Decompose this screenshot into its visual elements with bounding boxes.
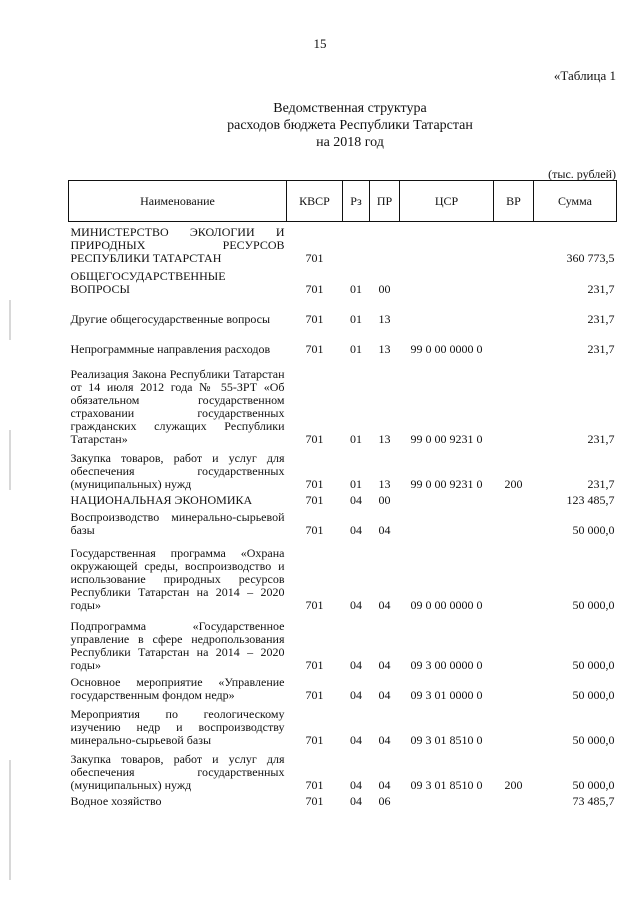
- budget-table: [68, 180, 617, 809]
- cell-rz: 01: [350, 341, 362, 356]
- cell-vr: [494, 508, 534, 538]
- cell-name: Реализация Закона Республики Татарстан от 14 июля 2012 года № 55-ЗРТ «Об обязательном государственном страховании государственных гражданских служащих Республики Татарстан»: [70, 366, 285, 446]
- cell-pr: 06: [378, 793, 391, 808]
- table-row: [69, 447, 617, 492]
- table-row: [69, 538, 617, 613]
- page-number: 15: [313, 36, 327, 51]
- cell-kvsr: 701: [305, 522, 324, 537]
- cell-sum: 50 000,0: [572, 732, 615, 747]
- cell-csr: [400, 297, 494, 327]
- table-row: [69, 748, 617, 793]
- table-body: [69, 222, 617, 809]
- cell-name: НАЦИОНАЛЬНАЯ ЭКОНОМИКА: [70, 492, 253, 507]
- cell-csr: 09 3 00 0000 0: [410, 657, 483, 672]
- cell-vr: [494, 297, 534, 327]
- cell-vr: [494, 703, 534, 748]
- cell-sum: 50 000,0: [572, 522, 615, 537]
- table-row: [69, 492, 617, 508]
- cell-sum: 231,7: [587, 281, 615, 296]
- table-row: [69, 613, 617, 673]
- header-name: Наименование: [69, 181, 287, 222]
- cell-rz: 04: [350, 657, 362, 672]
- cell-pr: 13: [378, 341, 391, 356]
- scan-margin-mark: [9, 430, 11, 490]
- cell-sum: 50 000,0: [572, 657, 615, 672]
- table-row: [69, 327, 617, 357]
- cell-csr: 99 0 00 0000 0: [410, 341, 483, 356]
- cell-kvsr: 701: [305, 657, 324, 672]
- header-kvsr: КВСР: [287, 181, 343, 222]
- header-sum: Сумма: [534, 181, 617, 222]
- cell-vr: 200: [504, 476, 523, 491]
- title-line: Ведомственная структура: [273, 101, 427, 116]
- cell-sum: 50 000,0: [572, 597, 615, 612]
- scan-margin-mark: [9, 760, 11, 880]
- cell-pr: 04: [378, 777, 391, 792]
- cell-name: Основное мероприятие «Управление государственным фондом недр»: [70, 674, 285, 702]
- table-row: [69, 793, 617, 809]
- cell-sum: 231,7: [587, 341, 615, 356]
- cell-sum: 360 773,5: [566, 250, 615, 265]
- cell-csr: [400, 793, 494, 809]
- cell-csr: 09 0 00 0000 0: [410, 597, 483, 612]
- cell-sum: 50 000,0: [572, 687, 615, 702]
- cell-pr: 04: [378, 687, 391, 702]
- cell-pr: 04: [378, 657, 391, 672]
- cell-csr: [400, 508, 494, 538]
- table-row: [69, 266, 617, 297]
- cell-csr: [400, 492, 494, 508]
- table-row: [69, 297, 617, 327]
- cell-sum: 231,7: [587, 476, 615, 491]
- cell-vr: [494, 327, 534, 357]
- cell-name: ОБЩЕГОСУДАРСТВЕННЫЕ ВОПРОСЫ: [70, 268, 226, 296]
- table-row: [69, 222, 617, 266]
- cell-pr: [370, 222, 400, 266]
- cell-rz: [343, 222, 370, 266]
- cell-vr: [494, 673, 534, 703]
- cell-vr: [494, 357, 534, 447]
- table-row: [69, 508, 617, 538]
- table-row: [69, 703, 617, 748]
- cell-csr: 99 0 00 9231 0: [410, 476, 483, 491]
- cell-rz: 04: [350, 732, 362, 747]
- cell-kvsr: 701: [305, 250, 324, 265]
- cell-name: МИНИСТЕРСТВО ЭКОЛОГИИ И ПРИРОДНЫХ РЕСУРСОВ РЕСПУБЛИКИ ТАТАРСТАН: [70, 224, 285, 265]
- cell-vr: [494, 793, 534, 809]
- cell-csr: 09 3 01 0000 0: [410, 687, 483, 702]
- title-line: расходов бюджета Республики Татарстан: [227, 118, 473, 133]
- cell-rz: 01: [350, 431, 362, 446]
- document-title: [0, 100, 640, 151]
- cell-sum: 50 000,0: [572, 777, 615, 792]
- cell-rz: 04: [350, 793, 362, 808]
- cell-csr: 09 3 01 8510 0: [410, 732, 483, 747]
- table-header-row: [69, 181, 617, 222]
- header-pr: ПР: [370, 181, 400, 222]
- cell-rz: 04: [350, 777, 362, 792]
- title-line: на 2018 год: [316, 135, 384, 150]
- cell-vr: [494, 613, 534, 673]
- cell-vr: [494, 492, 534, 508]
- cell-pr: 13: [378, 431, 391, 446]
- table-reference: «Таблица 1: [553, 68, 616, 83]
- units-note: (тыс. рублей): [548, 167, 616, 181]
- cell-sum: 123 485,7: [566, 492, 615, 507]
- cell-name: Водное хозяйство: [70, 793, 162, 808]
- cell-rz: 04: [350, 492, 362, 507]
- cell-vr: [494, 222, 534, 266]
- cell-sum: 231,7: [587, 431, 615, 446]
- cell-sum: 231,7: [587, 311, 615, 326]
- cell-name: Другие общегосударственные вопросы: [70, 311, 271, 326]
- cell-kvsr: 701: [305, 492, 324, 507]
- cell-pr: 04: [378, 597, 391, 612]
- cell-kvsr: 701: [305, 431, 324, 446]
- cell-rz: 04: [350, 597, 362, 612]
- cell-kvsr: 701: [305, 732, 324, 747]
- cell-kvsr: 701: [305, 281, 324, 296]
- cell-name: Государственная программа «Охрана окружающей среды, воспроизводство и использование природных ресурсов Республики Татарстан на 2014 – 2020 годы»: [70, 545, 285, 612]
- cell-kvsr: 701: [305, 597, 324, 612]
- header-vr: ВР: [494, 181, 534, 222]
- cell-kvsr: 701: [305, 476, 324, 491]
- cell-rz: 04: [350, 687, 362, 702]
- cell-name: Подпрограмма «Государственное управление в сфере недропользования Республики Татарстан на 2014 – 2020 годы»: [70, 618, 285, 672]
- cell-pr: 04: [378, 522, 391, 537]
- header-rz: Рз: [343, 181, 370, 222]
- cell-vr: [494, 266, 534, 297]
- cell-kvsr: 701: [305, 341, 324, 356]
- cell-rz: 01: [350, 281, 362, 296]
- cell-kvsr: 701: [305, 793, 324, 808]
- cell-kvsr: 701: [305, 687, 324, 702]
- cell-csr: [400, 266, 494, 297]
- cell-sum: 73 485,7: [572, 793, 615, 808]
- cell-pr: 13: [378, 311, 391, 326]
- cell-csr: 09 3 01 8510 0: [410, 777, 483, 792]
- cell-name: Закупка товаров, работ и услуг для обеспечения государственных (муниципальных) нужд: [70, 751, 285, 792]
- cell-name: Закупка товаров, работ и услуг для обеспечения государственных (муниципальных) нужд: [70, 450, 285, 491]
- cell-rz: 01: [350, 476, 362, 491]
- cell-name: Мероприятия по геологическому изучению недр и воспроизводству минерально-сырьевой базы: [70, 706, 285, 747]
- header-csr: ЦСР: [400, 181, 494, 222]
- cell-name: Непрограммные направления расходов: [70, 341, 271, 356]
- cell-pr: 00: [378, 281, 391, 296]
- table-row: [69, 673, 617, 703]
- cell-kvsr: 701: [305, 311, 324, 326]
- cell-csr: 99 0 00 9231 0: [410, 431, 483, 446]
- cell-rz: 04: [350, 522, 362, 537]
- cell-pr: 04: [378, 732, 391, 747]
- cell-kvsr: 701: [305, 777, 324, 792]
- cell-pr: 00: [378, 492, 391, 507]
- cell-name: Воспроизводство минерально-сырьевой базы: [70, 509, 285, 537]
- cell-pr: 13: [378, 476, 391, 491]
- table-row: [69, 357, 617, 447]
- cell-vr: [494, 538, 534, 613]
- cell-rz: 01: [350, 311, 362, 326]
- cell-vr: 200: [504, 777, 523, 792]
- scan-margin-mark: [9, 300, 11, 340]
- cell-csr: [400, 222, 494, 266]
